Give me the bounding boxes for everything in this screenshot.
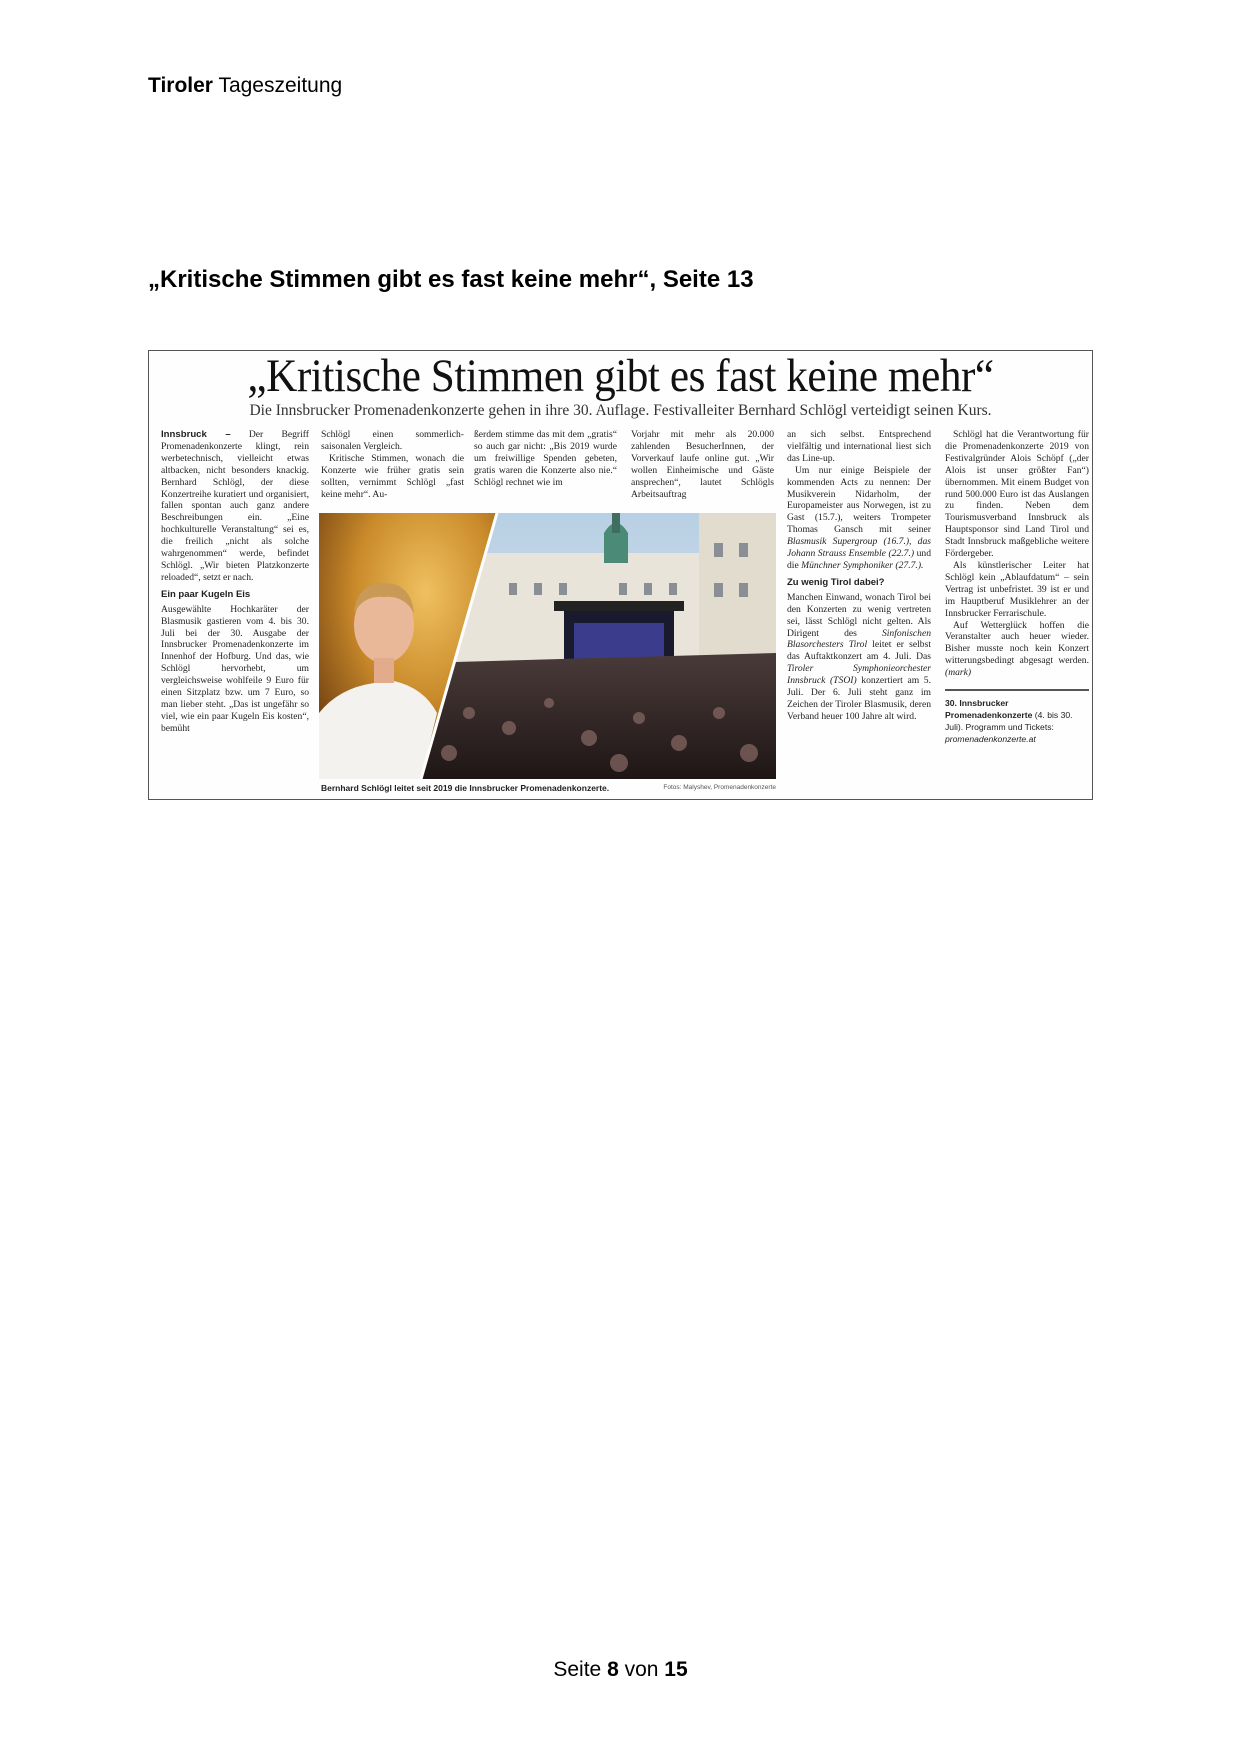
brand-rest: Tageszeitung	[218, 74, 343, 97]
newspaper-name	[148, 74, 342, 98]
paragraph: Der Begriff Promenadenkonzerte klingt, rein werbetechnisch, vielleicht etwas altbacken, nicht besonders knackig. Bernhard Schlögl, der diese Konzertreihe kuratiert und organisiert, fallen spontan auch ganz andere Beschreibungen ein. „Eine hochkulturelle Veranstaltung“ sei es, die freilich „nicht als solche wahrgenommen“ werde, befindet Schlögl. „Wir bieten Platzkonzerte reloaded“, setzt er nach.	[161, 429, 309, 583]
paragraph: Vorjahr mit mehr als 20.000 zahlenden BesucherInnen, der Vorverkauf laufe online gut. „Wir wollen Einheimische und Gäste ansprechen“, lautet Schlögls Arbeitsauftrag	[631, 429, 774, 500]
paragraph	[787, 592, 931, 723]
photo-credit: Fotos: Malyshev, Promenadenkonzerte	[663, 784, 776, 791]
dateline: Innsbruck –	[161, 429, 231, 440]
text-italic: Tiroler Symphonieorchester Innsbruck (TSOI)	[787, 663, 931, 687]
page-total: 15	[664, 1658, 688, 1681]
photo-caption	[321, 783, 776, 793]
text: Auf Wetterglück hoffen die Veranstalter auch heuer wieder. Bisher musste noch kein Konzert witterungsbedingt abgesagt werden.	[945, 619, 1089, 667]
footer-prefix: Seite	[553, 1658, 608, 1681]
divider	[945, 689, 1089, 691]
page-footer	[0, 1658, 1241, 1682]
text: konzertiert am 5. Juli. Der 6. Juli steht ganz im Zeichen der Tiroler Blasmusik, deren Verband heuer 100 Jahre alt wird.	[787, 675, 931, 722]
article-reference: „Kritische Stimmen gibt es fast keine mehr“, Seite 13	[148, 266, 754, 293]
paragraph: Kritische Stimmen, wonach die Konzerte wie früher gratis sein sollten, vernimmt Schlögl „fast keine mehr“. Au-	[321, 452, 464, 500]
column-6	[945, 429, 1089, 745]
text: leitet er selbst das Auftaktkonzert am 4. Juli. Das	[787, 639, 931, 663]
text: Um nur einige Beispiele der kommenden Acts zu nennen: Der Musikverein Nidarholm, der Europameister aus Norwegen, ist zu Gast (15.7.), weiters Trompeter Thomas Gansch mit seiner	[787, 464, 931, 536]
text-italic: Münchner Symphoniker (27.7.).	[801, 559, 924, 571]
paragraph	[787, 465, 931, 572]
info-text: (4. bis 30. Juli). Programm und Tickets:	[945, 710, 1073, 733]
subhead: Zu wenig Tirol dabei?	[787, 576, 885, 588]
info-box	[945, 697, 1089, 745]
text-italic: Sinfonischen Blasorchesters Tirol	[787, 627, 931, 651]
text: und die	[787, 548, 931, 571]
subheadline: Die Innsbrucker Promenadenkonzerte gehen in ihre 30. Auflage. Festivalleiter Bernhard Schlögl verteidigt seinen Kurs.	[249, 402, 992, 419]
column-5	[787, 429, 931, 723]
headline: „Kritische Stimmen gibt es fast keine mehr“	[247, 350, 994, 402]
page-number: 8	[607, 1658, 619, 1681]
column-3	[474, 429, 617, 489]
subhead: Ein paar Kugeln Eis	[161, 588, 251, 600]
text-italic: Blasmusik Supergroup (16.7.), das Johann Strauss Ensemble (22.7.)	[787, 536, 931, 560]
footer-middle: von	[618, 1658, 665, 1681]
paragraph: Als künstlerischer Leiter hat Schlögl kein „Ablaufdatum“ – sein Vertrag ist unbefristet. 39 ist er und im Hauptberuf Musiklehrer an der Innsbrucker Ferrarischule.	[945, 559, 1089, 619]
paragraph: Schlögl einen sommerlich-saisonalen Vergleich.	[321, 429, 464, 452]
article-photo	[319, 513, 776, 779]
info-bold: 30. Innsbrucker Promenadenkonzerte	[945, 698, 1033, 721]
info-link: promenadenkonzerte.at	[945, 734, 1036, 745]
column-2	[321, 429, 464, 500]
column-1	[161, 429, 309, 735]
paragraph: ßerdem stimme das mit dem „gratis“ so auch gar nicht: „Bis 2019 wurde um freiwillige Spenden gebeten, gratis waren die Konzerte also nie.“ Schlögl rechnet wie im	[474, 429, 617, 488]
caption-text: Bernhard Schlögl leitet seit 2019 die Innsbrucker Promenadenkonzerte.	[321, 783, 610, 793]
paragraph	[945, 620, 1089, 680]
paragraph: Schlögl hat die Verantwortung für die Promenadenkonzerte 2019 von Festivalgründer Alois Schöpf („der Alois ist unser größter Fan“) übernommen. Mit einem Budget von rund 500.000 Euro ist das Auslangen zu finden. Neben dem Tourismusverband Innsbruck als Hauptsponsor sind Land Tirol und Stadt Innsbruck maßgebliche weitere Fördergeber.	[945, 429, 1089, 560]
brand-bold: Tiroler	[148, 74, 213, 97]
article-clipping	[148, 350, 1093, 800]
photo-collage	[319, 513, 776, 779]
author: (mark)	[945, 667, 972, 679]
paragraph: an sich selbst. Entsprechend vielfältig und international liest sich das Line-up.	[787, 429, 931, 464]
column-4	[631, 429, 774, 500]
paragraph: Ausgewählte Hochkaräter der Blasmusik gastieren vom 4. bis 30. Juli bei der 30. Ausgabe der Innsbrucker Promenadenkonzerte im Innenhof der Hofburg. Und das, wie Schlögl hervorhebt, um vergleichsweise wohlfeile 9 Euro für einen Sitzplatz bzw. um 7 Euro, so man lieber steht. „Das ist ungefähr so viel, wie ein paar Kugeln Eis kosten“, bemüht	[161, 603, 309, 734]
text: Manchen Einwand, wonach Tirol bei den Konzerten zu wenig vertreten sei, lässt Schlögl nicht gelten. Als Dirigent des	[787, 591, 931, 639]
